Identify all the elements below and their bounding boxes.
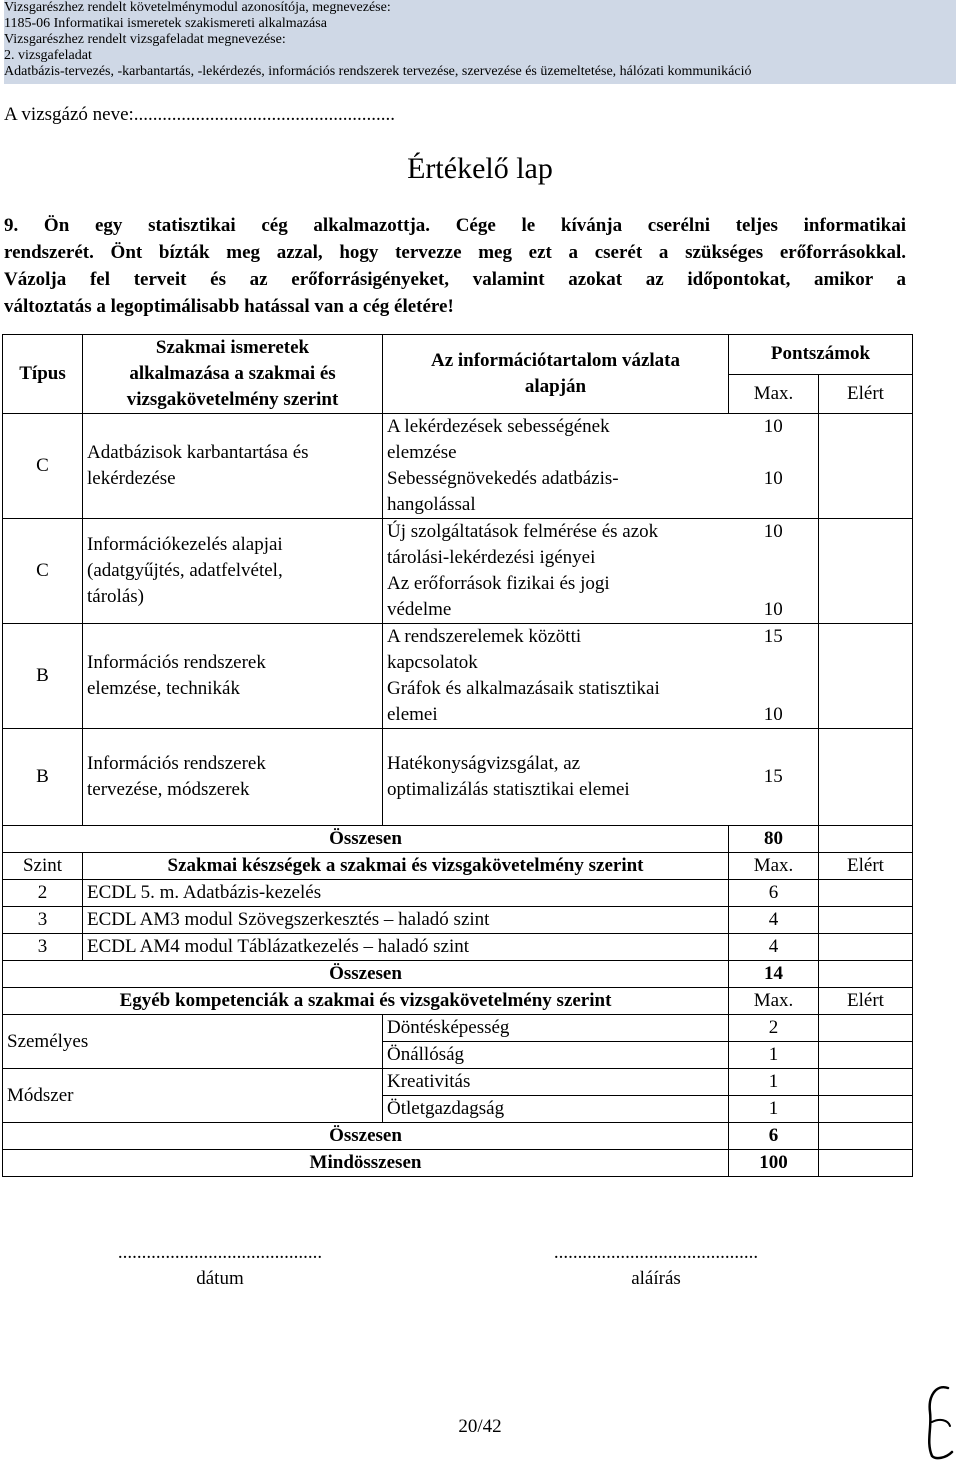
subtotal-row bbox=[3, 826, 913, 853]
competency-group: Személyes bbox=[3, 1015, 383, 1069]
competency-name: Döntésképesség bbox=[383, 1015, 729, 1042]
skill-achieved[interactable] bbox=[819, 934, 913, 961]
type-header: Típus bbox=[3, 335, 83, 414]
content-header: Az információtartalom vázlata alapján bbox=[383, 335, 729, 414]
skill-achieved[interactable] bbox=[819, 880, 913, 907]
skill-level: 3 bbox=[3, 907, 83, 934]
competency-achieved[interactable] bbox=[819, 1069, 913, 1096]
task-line: rendszerét. Önt bízták meg azzal, hogy tervezze meg ezt a cserét a szükséges erőforrásokkal. bbox=[4, 242, 906, 263]
task-line: Vázolja fel terveit és az erőforrásigényeket, valamint azokat az időpontokat, amikor a bbox=[4, 269, 906, 290]
subtotal-max: 80 bbox=[729, 826, 819, 853]
row-knowledge: Adatbázisok karbantartása és lekérdezése bbox=[83, 414, 383, 519]
skill-level: 3 bbox=[3, 934, 83, 961]
grand-total-label: Mindösszesen bbox=[3, 1150, 729, 1177]
max-header: Max. bbox=[729, 374, 819, 414]
skills-header-row bbox=[3, 853, 913, 880]
competency-name: Ötletgazdagság bbox=[383, 1096, 729, 1123]
grand-total-row bbox=[3, 1150, 913, 1177]
page-number: 20/42 bbox=[458, 1416, 502, 1437]
competencies-header-row bbox=[3, 988, 913, 1015]
document-header bbox=[4, 0, 956, 84]
skill-achieved[interactable] bbox=[819, 907, 913, 934]
table-row bbox=[3, 414, 913, 519]
table-row bbox=[3, 519, 913, 624]
knowledge-header: Szakmai ismeretek alkalmazása a szakmai és vizsgakövetelmény szerint bbox=[83, 335, 383, 414]
competency-name: Kreativitás bbox=[383, 1069, 729, 1096]
header-line: Adatbázis-tervezés, -karbantartás, -lekérdezés, információs rendszerek tervezése, szervezése és üzemeltetése, hálózati kommunikáció bbox=[4, 64, 752, 79]
competency-max: 1 bbox=[729, 1042, 819, 1069]
subtotal-max: 14 bbox=[729, 961, 819, 988]
skill-name: ECDL AM4 modul Táblázatkezelés – haladó szint bbox=[83, 934, 729, 961]
grand-total-max: 100 bbox=[729, 1150, 819, 1177]
row-achieved[interactable] bbox=[819, 729, 913, 826]
achieved-header: Elért bbox=[819, 988, 913, 1015]
row-type: B bbox=[3, 624, 83, 729]
signature-dots: ........................................... bbox=[553, 1242, 759, 1263]
competency-row bbox=[3, 1069, 913, 1096]
table-row bbox=[3, 729, 913, 826]
row-max: 15 bbox=[729, 729, 819, 826]
task-line: 9. Ön egy statisztikai cég alkalmazottja. Cége le kívánja cserélni teljes informatikai bbox=[4, 215, 906, 236]
signature-field bbox=[522, 1240, 790, 1292]
signature-label: aláírás bbox=[631, 1268, 681, 1289]
subtotal-label: Összesen bbox=[3, 1123, 729, 1150]
competency-achieved[interactable] bbox=[819, 1042, 913, 1069]
row-type: B bbox=[3, 729, 83, 826]
subtotal-achieved[interactable] bbox=[819, 961, 913, 988]
competency-achieved[interactable] bbox=[819, 1015, 913, 1042]
subtotal-row bbox=[3, 961, 913, 988]
row-knowledge: Információkezelés alapjai (adatgyűjtés, adatfelvétel, tárolás) bbox=[83, 519, 383, 624]
competency-name: Önállóság bbox=[383, 1042, 729, 1069]
task-description bbox=[4, 212, 906, 320]
achieved-header: Elért bbox=[819, 853, 913, 880]
row-content: Hatékonyságvizsgálat, az optimalizálás statisztikai elemei bbox=[383, 729, 729, 826]
level-header: Szint bbox=[3, 853, 83, 880]
skill-row bbox=[3, 934, 913, 961]
header-line: Vizsgarészhez rendelt vizsgafeladat megnevezése: bbox=[4, 32, 286, 47]
competency-achieved[interactable] bbox=[819, 1096, 913, 1123]
header-line: 2. vizsgafeladat bbox=[4, 48, 92, 63]
evaluation-table bbox=[2, 334, 913, 1177]
grand-total-achieved[interactable] bbox=[819, 1150, 913, 1177]
row-type: C bbox=[3, 519, 83, 624]
table-row bbox=[3, 624, 913, 729]
subtotal-label: Összesen bbox=[3, 961, 729, 988]
max-header: Max. bbox=[729, 988, 819, 1015]
subtotal-max: 6 bbox=[729, 1123, 819, 1150]
date-label: dátum bbox=[196, 1268, 244, 1289]
skills-header: Szakmai készségek a szakmai és vizsgakövetelmény szerint bbox=[83, 853, 729, 880]
task-line: változtatás a legoptimálisabb hatással van a cég életére! bbox=[4, 296, 454, 317]
row-max: 15 10 bbox=[729, 624, 819, 729]
row-content: Új szolgáltatások felmérése és azok tárolási-lekérdezési igényei Az erőforrások fizikai és jogi védelme bbox=[383, 519, 729, 624]
competencies-header: Egyéb kompetenciák a szakmai és vizsgakövetelmény szerint bbox=[3, 988, 729, 1015]
row-knowledge: Információs rendszerek elemzése, technikák bbox=[83, 624, 383, 729]
skill-row bbox=[3, 880, 913, 907]
competency-max: 1 bbox=[729, 1096, 819, 1123]
row-achieved[interactable] bbox=[819, 519, 913, 624]
row-achieved[interactable] bbox=[819, 414, 913, 519]
skill-name: ECDL 5. m. Adatbázis-kezelés bbox=[83, 880, 729, 907]
competency-max: 2 bbox=[729, 1015, 819, 1042]
row-max: 10 10 bbox=[729, 414, 819, 519]
header-line: 1185-06 Informatikai ismeretek szakismereti alkalmazása bbox=[4, 16, 327, 31]
skill-name: ECDL AM3 modul Szövegszerkesztés – haladó szint bbox=[83, 907, 729, 934]
competency-group: Módszer bbox=[3, 1069, 383, 1123]
skill-max: 6 bbox=[729, 880, 819, 907]
points-header: Pontszámok bbox=[729, 335, 913, 375]
date-field bbox=[86, 1240, 354, 1292]
competency-row bbox=[3, 1015, 913, 1042]
skill-max: 4 bbox=[729, 907, 819, 934]
handwritten-signature-icon bbox=[918, 1382, 958, 1462]
skill-level: 2 bbox=[3, 880, 83, 907]
row-content: A rendszerelemek közötti kapcsolatok Gráfok és alkalmazásaik statisztikai elemei bbox=[383, 624, 729, 729]
row-achieved[interactable] bbox=[819, 624, 913, 729]
subtotal-achieved[interactable] bbox=[819, 826, 913, 853]
examinee-name-field: A vizsgázó neve:....................................................... bbox=[4, 104, 396, 125]
achieved-header: Elért bbox=[819, 374, 913, 414]
competency-max: 1 bbox=[729, 1069, 819, 1096]
max-header: Max. bbox=[729, 853, 819, 880]
date-dots: ........................................... bbox=[117, 1242, 323, 1263]
subtotal-row bbox=[3, 1123, 913, 1150]
row-type: C bbox=[3, 414, 83, 519]
row-max: 10 10 bbox=[729, 519, 819, 624]
row-content: A lekérdezések sebességének elemzése Sebességnövekedés adatbázis- hangolással bbox=[383, 414, 729, 519]
skill-row bbox=[3, 907, 913, 934]
page-title: Értékelő lap bbox=[407, 152, 553, 185]
skill-max: 4 bbox=[729, 934, 819, 961]
header-line: Vizsgarészhez rendelt követelménymodul azonosítója, megnevezése: bbox=[4, 0, 391, 15]
subtotal-label: Összesen bbox=[3, 826, 729, 853]
row-knowledge: Információs rendszerek tervezése, módszerek bbox=[83, 729, 383, 826]
subtotal-achieved[interactable] bbox=[819, 1123, 913, 1150]
